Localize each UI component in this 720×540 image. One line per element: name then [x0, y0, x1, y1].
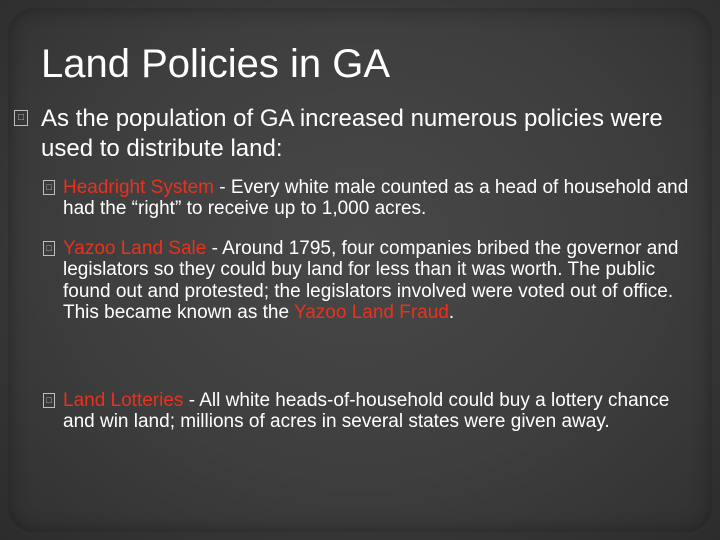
checkbox-bullet-icon: □: [43, 180, 55, 195]
headright-text: - Every white male counted as a head of household and had the “right” to receive up to 1,000 acres.: [63, 177, 689, 220]
intro-text: As the population of GA increased numerous policies were used to distribute land:: [41, 105, 663, 162]
yazoo-text-end: .: [448, 302, 455, 324]
headright-term: Headright System: [63, 177, 215, 198]
lotteries-text: - All white heads-of-household could buy a lottery chance and win land; millions of acres in several states were given away.: [63, 390, 670, 433]
sub-bullet-lotteries: [46, 390, 693, 433]
yazoo-text: - Around 1795, four companies bribed the governor and legislators so they could buy land for less than it was worth. The public found out and protested; the legislators involved were voted out of office. This became known as the: [63, 238, 679, 324]
intro-bullet: [17, 104, 681, 164]
checkbox-bullet-icon: □: [14, 110, 28, 126]
yazoo-term: Yazoo Land Sale: [63, 238, 207, 259]
sub-bullet-headright: [46, 177, 693, 220]
lotteries-term: Land Lotteries: [63, 390, 184, 411]
yazoo-fraud-term: Yazoo Land Fraud: [293, 302, 449, 324]
checkbox-bullet-icon: □: [43, 241, 55, 256]
sub-bullet-yazoo: [46, 238, 693, 324]
slide-title: Land Policies in GA: [41, 42, 391, 86]
checkbox-bullet-icon: □: [43, 393, 55, 408]
